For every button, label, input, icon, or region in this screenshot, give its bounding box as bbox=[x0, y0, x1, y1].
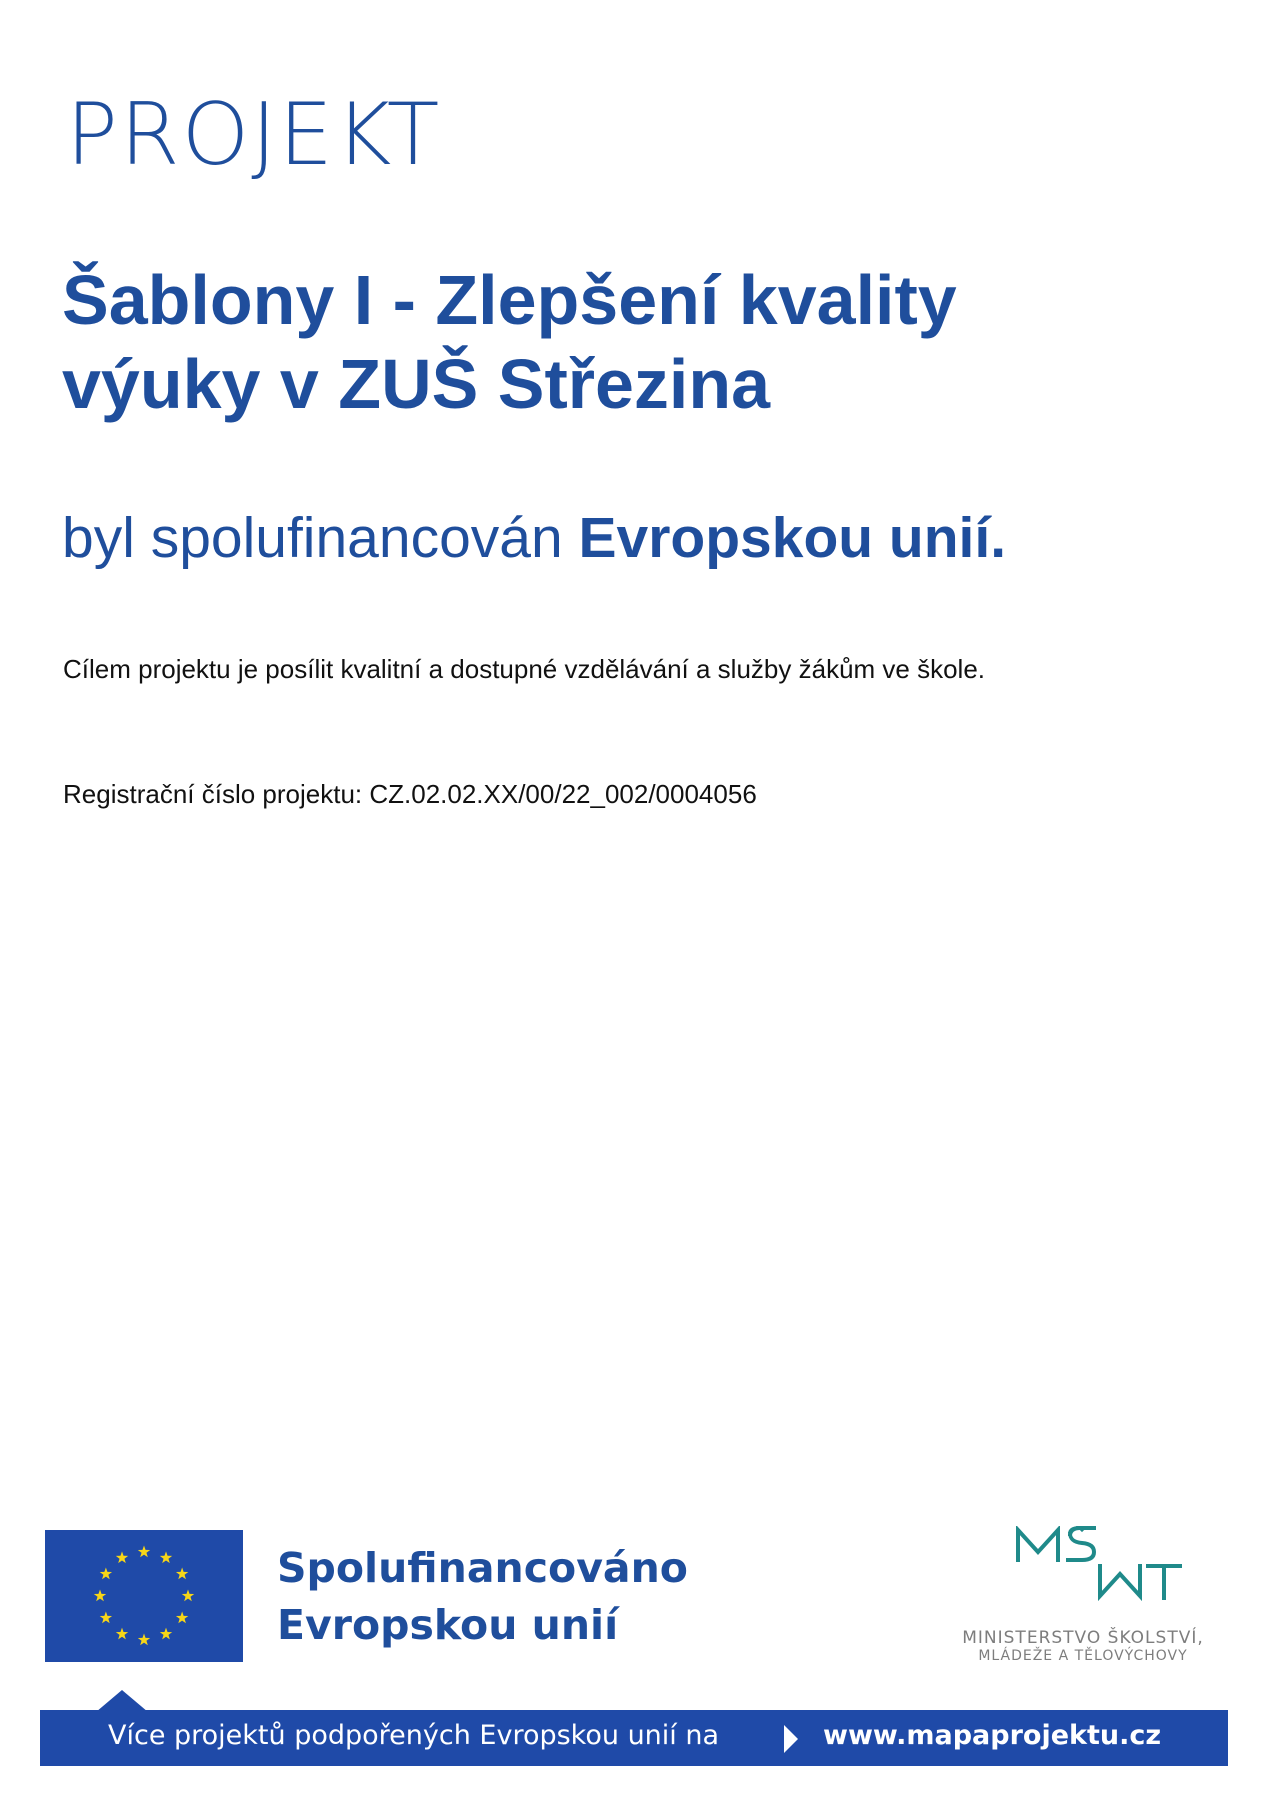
eu-star-icon bbox=[176, 1612, 188, 1624]
eu-star-icon bbox=[100, 1568, 112, 1580]
eu-stars-icon bbox=[45, 1530, 243, 1662]
cofinancing-bold: Evropskou unií. bbox=[578, 506, 1007, 570]
banner-notch bbox=[96, 1690, 148, 1712]
cofinancing-statement bbox=[62, 506, 1007, 570]
registration-number: Registrační číslo projektu: CZ.02.02.XX/00/22_002/0004056 bbox=[63, 779, 757, 809]
eu-star-icon bbox=[138, 1634, 150, 1646]
project-title bbox=[62, 258, 1162, 426]
eu-star-icon bbox=[176, 1568, 188, 1580]
project-title-line-2: výuky v ZUŠ Střezina bbox=[62, 345, 771, 423]
eu-logo-line-2: Evropskou unií bbox=[277, 1601, 619, 1649]
banner-lead-text: Více projektů podpořených Evropskou unií na bbox=[108, 1720, 720, 1751]
eu-star-icon bbox=[182, 1590, 194, 1602]
mapaprojektu-link[interactable]: www.mapaprojektu.cz bbox=[823, 1720, 1162, 1751]
eu-flag-logo bbox=[45, 1530, 243, 1662]
msmt-monogram-icon bbox=[1010, 1526, 1190, 1602]
cofinancing-plain: byl spolufinancován bbox=[62, 506, 563, 570]
project-goal: Cílem projektu je posílit kvalitní a dostupné vzdělávání a služby žákům ve škole. bbox=[63, 654, 986, 684]
eu-star-icon bbox=[94, 1590, 106, 1602]
eu-star-icon bbox=[138, 1546, 150, 1558]
eu-star-icon bbox=[160, 1551, 172, 1563]
project-kicker: PROJEKT bbox=[66, 85, 442, 185]
msmt-name-line-1: MINISTERSTVO ŠKOLSTVÍ, bbox=[962, 1628, 1204, 1648]
eu-star-icon bbox=[100, 1612, 112, 1624]
eu-star-icon bbox=[116, 1628, 128, 1640]
project-title-line-1: Šablony I - Zlepšení kvality bbox=[62, 261, 957, 339]
eu-logo-line-1: Spolufinancováno bbox=[277, 1544, 688, 1592]
msmt-name-line-2: MLÁDEŽE A TĚLOVÝCHOVY bbox=[978, 1648, 1188, 1664]
arrow-right-icon bbox=[784, 1725, 798, 1753]
eu-star-icon bbox=[160, 1628, 172, 1640]
msmt-logo bbox=[938, 1526, 1228, 1666]
eu-cofinancing-logo-text bbox=[277, 1540, 688, 1654]
eu-star-icon bbox=[116, 1551, 128, 1563]
